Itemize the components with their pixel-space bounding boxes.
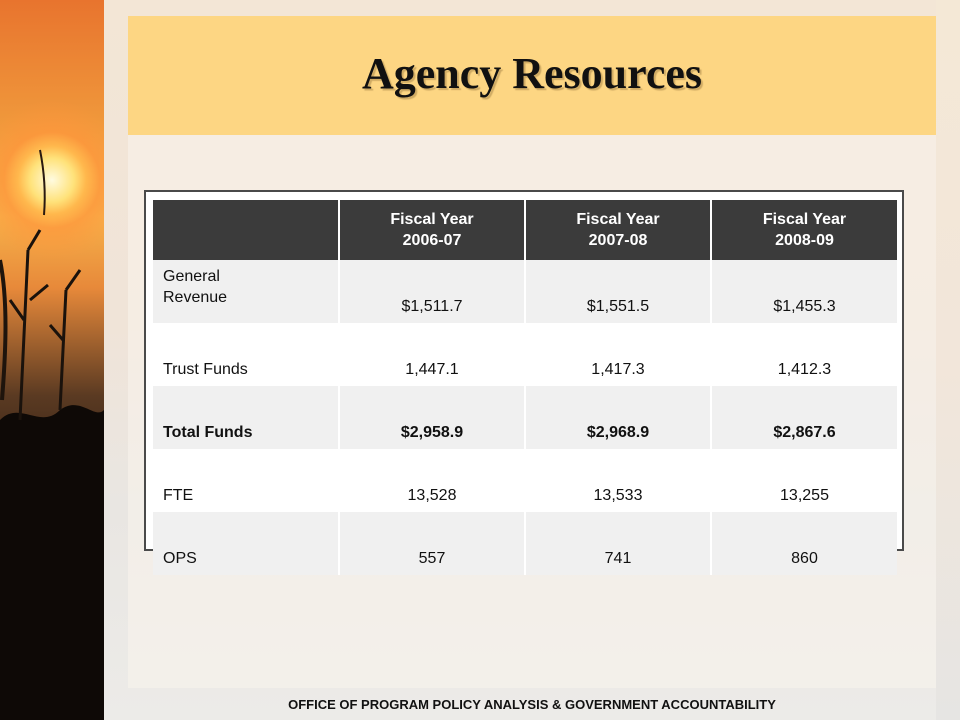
sunset-photo xyxy=(0,0,104,720)
table-cell: 13,528 xyxy=(339,449,525,512)
slide-footer: OFFICE OF PROGRAM POLICY ANALYSIS & GOVERNMENT ACCOUNTABILITY xyxy=(288,697,776,712)
header-cell-fy-2006-07 xyxy=(339,200,525,260)
table-cell: $2,867.6 xyxy=(711,386,897,449)
resources-table-frame xyxy=(144,190,904,567)
sea-oats-silhouette xyxy=(0,0,104,720)
table-cell: 1,412.3 xyxy=(711,323,897,386)
table-cell: $2,968.9 xyxy=(525,386,711,449)
header-line: Fiscal Year xyxy=(762,211,847,228)
slide-title: Agency Resources xyxy=(361,49,703,98)
table-row xyxy=(153,449,897,512)
row-label-total-funds: Total Funds xyxy=(153,386,339,449)
table-row xyxy=(153,260,897,323)
header-line: 2006-07 xyxy=(402,232,462,249)
header-line: Fiscal Year xyxy=(576,211,660,228)
row-label-general-revenue xyxy=(153,260,339,323)
row-label-line: General xyxy=(163,268,220,285)
table-row xyxy=(153,323,897,386)
row-label-fte: FTE xyxy=(163,487,194,504)
table-cell: $1,511.7 xyxy=(339,260,525,323)
right-border-strip xyxy=(936,0,960,720)
table-cell: 557 xyxy=(339,512,525,575)
table-row-total xyxy=(153,386,897,449)
table-cell: 1,417.3 xyxy=(525,323,711,386)
table-cell: $1,551.5 xyxy=(525,260,711,323)
header-cell-fy-2007-08 xyxy=(525,200,711,260)
header-line: 2008-09 xyxy=(775,232,834,249)
table-cell: $2,958.9 xyxy=(339,386,525,449)
table-header-row xyxy=(153,200,897,260)
header-line: Fiscal Year xyxy=(390,211,474,228)
header-cell-fy-2008-09 xyxy=(711,200,897,260)
table-cell: 860 xyxy=(711,512,897,575)
header-line: 2007-08 xyxy=(588,232,648,249)
table-cell: 1,447.1 xyxy=(339,323,525,386)
table-cell: $1,455.3 xyxy=(711,260,897,323)
table-row xyxy=(153,512,897,575)
table-cell: 741 xyxy=(525,512,711,575)
table-cell: 13,533 xyxy=(525,449,711,512)
table-cell: 13,255 xyxy=(711,449,897,512)
row-label-ops: OPS xyxy=(153,512,339,575)
row-label-trust-funds: Trust Funds xyxy=(163,361,248,378)
header-cell-empty xyxy=(153,200,339,260)
row-label-line: Revenue xyxy=(163,289,228,306)
resources-table xyxy=(153,200,897,575)
